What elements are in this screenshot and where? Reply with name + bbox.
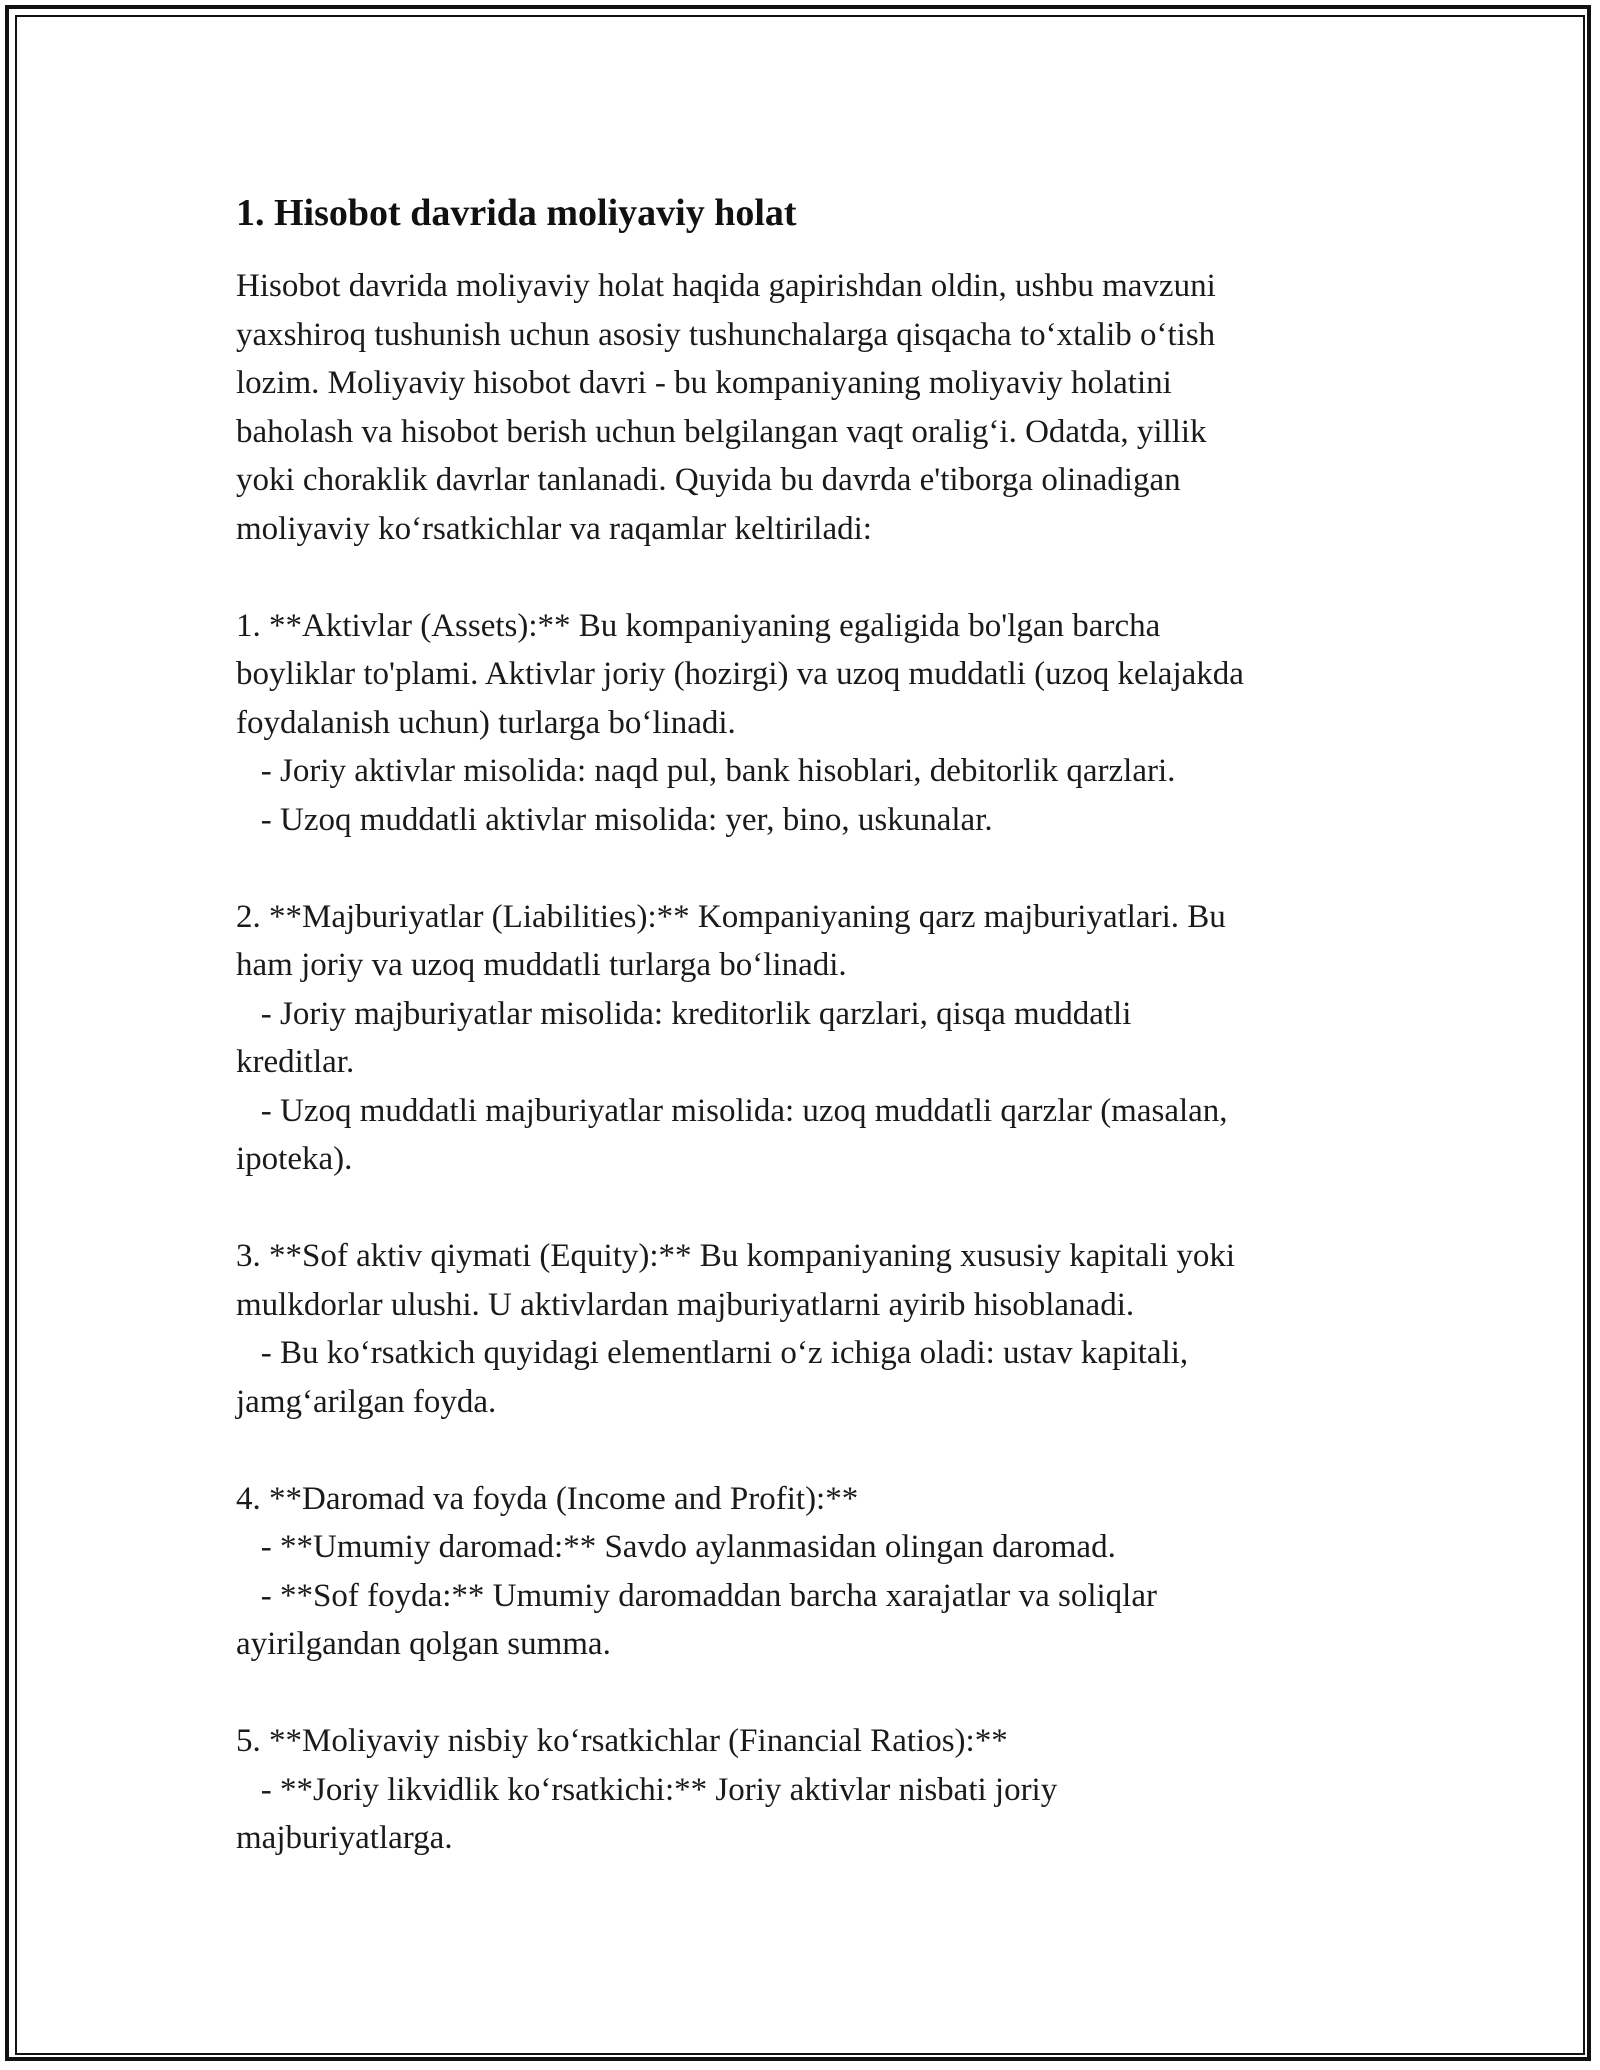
document-title: 1. Hisobot davrida moliyaviy holat bbox=[236, 192, 797, 234]
document-body: Hisobot davrida moliyaviy holat haqida gapirishdan oldin, ushbu mavzuni yaxshiroq tushunish uchun asosiy tushunchalarga qisqacha to‘xtalib o‘tish lozim. Moliyaviy hisobot davri - bu kompaniyaning moliyaviy holatini baholash va hisobot berish uchun belgilangan vaqt oralig‘i. Odatda, yillik yoki choraklik davrlar tanlanadi. Quyida bu davrda e'tiborga olinadigan moliyaviy ko‘rsatkichlar va raqamlar keltiriladi: 1. **Aktivlar (Assets):** Bu kompaniyaning egaligida bo'lgan barcha boyliklar to'plami. Aktivlar joriy (hozirgi) va uzoq muddatli (uzoq kelajakda foydalanish uchun) turlarga bo‘linadi. - Joriy aktivlar misolida: naqd pul, bank hisoblari, debitorlik qarzlari. - Uzoq muddatli aktivlar misolida: yer, bino, uskunalar. 2. **Majburiyatlar (Liabilities):** Kompaniyaning qarz majburiyatlari. Bu ham joriy va uzoq muddatli turlarga bo‘linadi. - Joriy majburiyatlar misolida: kreditorlik qarzlari, qisqa muddatli kreditlar. - Uzoq muddatli majburiyatlar misolida: uzoq muddatli qarzlar (masalan, ipoteka). 3. **Sof aktiv qiymati (Equity):** Bu kompaniyaning xususiy kapitali yoki mulkdorlar ulushi. U aktivlardan majburiyatlarni ayirib hisoblanadi. - Bu ko‘rsatkich quyidagi elementlarni o‘z ichiga oladi: ustav kapitali, jamg‘arilgan foyda. 4. **Daromad va foyda (Income and Profit):** - **Umumiy daromad:** Savdo aylanmasidan olingan daromad. - **Sof foyda:** Umumiy daromaddan barcha xarajatlar va soliqlar ayirilgandan qolgan summa. 5. **Moliyaviy nisbiy ko‘rsatkichlar (Financial Ratios):** - **Joriy likvidlik ko‘rsatkichi:** Joriy aktivlar nisbati joriy majburiyatlarga. bbox=[236, 268, 1244, 1856]
document-content bbox=[236, 188, 1366, 1863]
